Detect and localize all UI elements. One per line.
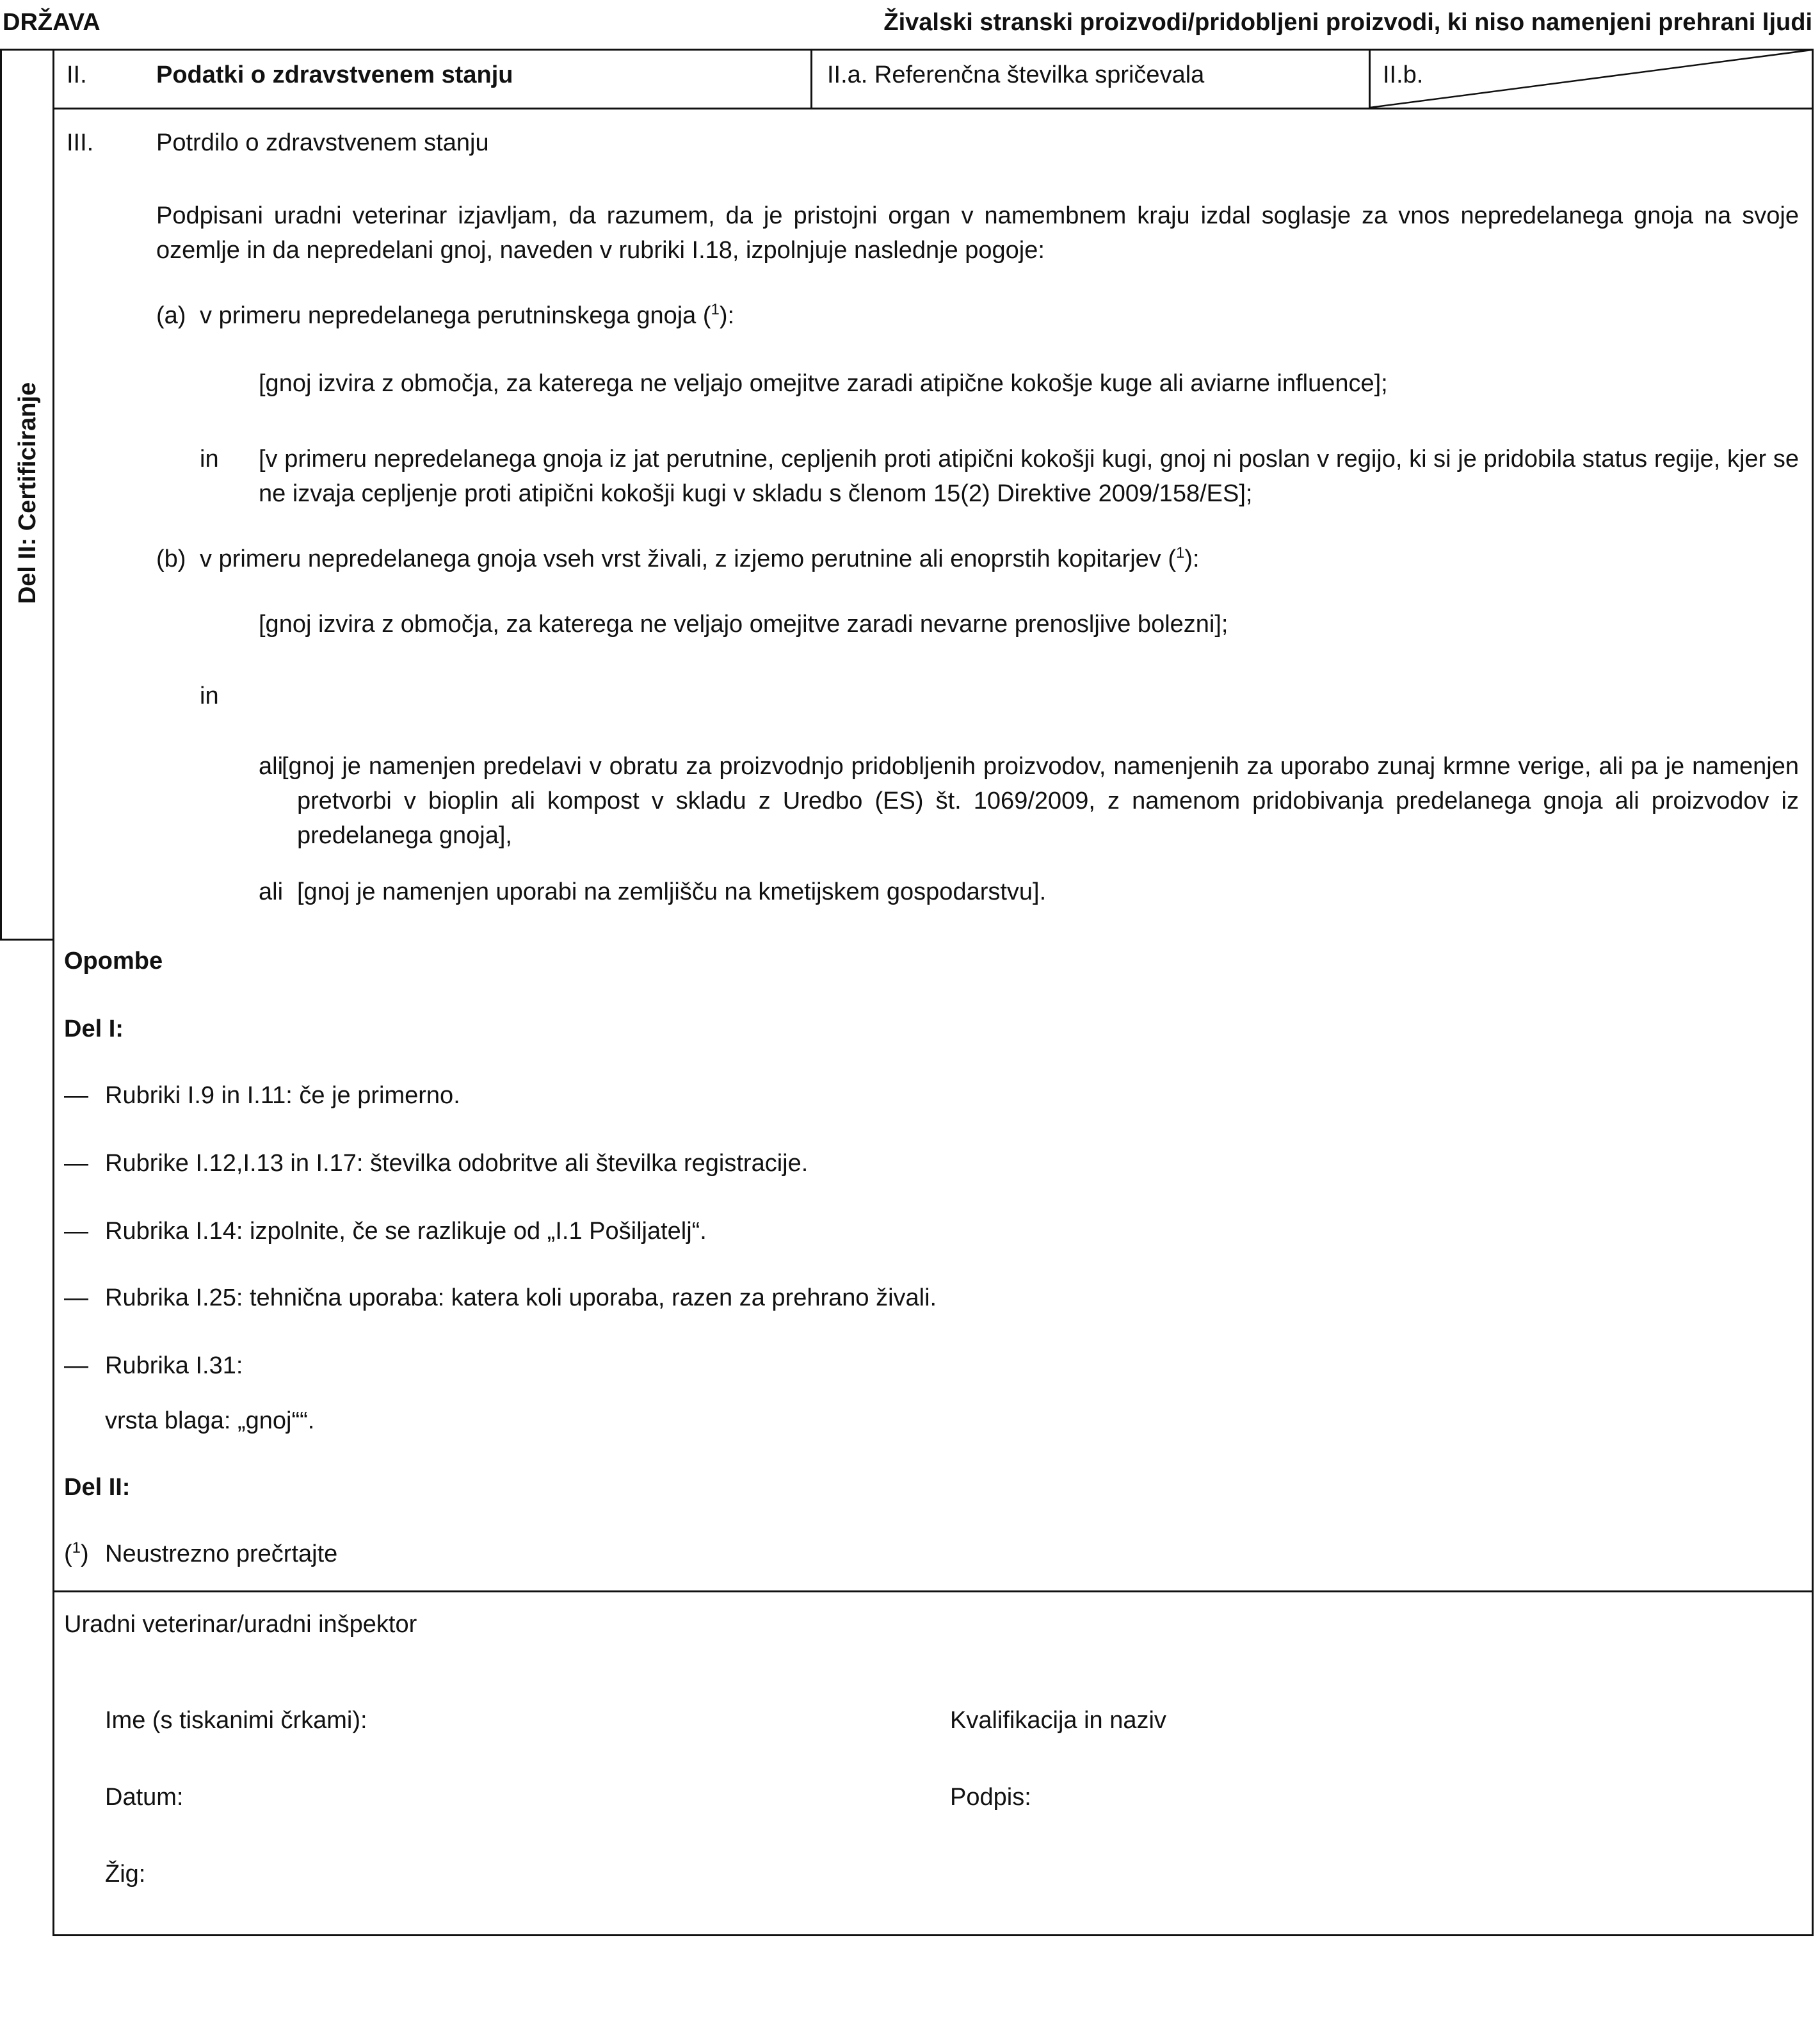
certification-intro-paragraph: Podpisani uradni veterinar izjavljam, da razumem, da je pristojni organ v namembnem kraju izdal soglasje za vnos nepredelanega gnoja na svoje ozemlje in da nepredelani gnoj, naveden v rubriki I.18, izpolnjuje naslednje pogoje: [156,202,1799,264]
condition-a-label: (a) [156,302,186,329]
note-dash: — [64,1284,88,1311]
footnote-text: Neustrezno prečrtajte [105,1541,338,1567]
note-dash: — [64,1082,88,1109]
note-item-5: Rubrika I.31: [105,1352,243,1379]
footnote-ref-b: 1 [1176,544,1185,562]
reference-number-label: II.a. Referenčna številka spričevala [827,61,1205,88]
footnote-close: ) [81,1541,89,1567]
crossed-field-diagonal [1369,49,1814,109]
side-label-certification: Del II: Certificiranje [14,382,41,604]
footnote-number: 1 [72,1539,81,1557]
condition-a1-text: [gnoj izvira z območja, za katerega ne veljajo omejitve zaradi atipične kokošje kuge ali aviarne influence]; [259,370,1388,397]
name-field-label: Ime (s tiskanimi črkami): [105,1707,367,1734]
footnote-ref-a: 1 [711,301,720,318]
notes-part2-title: Del II: [64,1474,131,1501]
section-row-divider-1 [810,49,812,109]
date-field-label: Datum: [105,1784,184,1811]
section-iii-number: III. [67,129,94,156]
qualification-field-label: Kvalifikacija in naziv [950,1707,1166,1734]
section-ii-title: Podatki o zdravstvenem stanju [156,61,513,88]
condition-b-end: ): [1184,546,1200,572]
section-iib-label: II.b. [1383,61,1424,88]
country-label: DRŽAVA [3,9,101,36]
note-item-3: Rubrika I.14: izpolnite, če se razlikuje od „I.1 Pošiljatelj“. [105,1218,707,1245]
frame-left-line [52,49,54,1936]
section-ii-number: II. [67,61,87,88]
notes-bottom-line [52,1590,1814,1592]
section-iii-title: Potrdilo o zdravstvenem stanju [156,129,489,156]
footnote-open: ( [64,1541,72,1567]
note-dash: — [64,1352,88,1379]
condition-b-text: v primeru nepredelanega gnoja vseh vrst živali, z izjemo perutnine ali enoprstih kopitarjev ( [200,546,1176,572]
note-item-5-continuation: vrsta blaga: „gnoj““. [105,1407,315,1434]
condition-b2-text: [gnoj je namenjen predelavi v obratu za proizvodnjo pridobljenih proizvodov, namenjenih za uporabo zunaj krmne verige, ali pa je namenjen pretvorbi v bioplin ali kompost v skladu z Uredbo (ES) št. 1069/2009, z namenom pridobivanja predelanega gnoja ali proizvodov iz predelanega gnoja], [282,753,1799,849]
note-dash: — [64,1218,88,1245]
side-column-bottom-line [0,939,54,941]
note-dash: — [64,1150,88,1177]
note-item-2: Rubrike I.12,I.13 in I.17: številka odobritve ali številka registracije. [105,1150,809,1177]
condition-a-end: ): [719,302,735,329]
document-title: Živalski stranski proizvodi/pridobljeni proizvodi, ki niso namenjeni prehrani ljudi [883,9,1812,36]
notes-title: Opombe [64,948,163,975]
side-column-left-line [0,49,2,940]
conjunction-in-2: in [200,683,219,709]
stamp-field-label: Žig: [105,1861,146,1888]
condition-b3-text: [gnoj je namenjen uporabi na zemljišču na kmetijskem gospodarstvu]. [297,878,1047,905]
note-item-1: Rubriki I.9 in I.11: če je primerno. [105,1082,460,1109]
condition-b-heading [200,542,1200,576]
conjunction-in-1: in [200,446,219,473]
conjunction-ali-2: ali [259,878,284,905]
condition-a2-text: [v primeru nepredelanega gnoja iz jat perutnine, cepljenih proti atipični kokošji kugi, gnoj ni poslan v regijo, ki si je pridobila status regije, kjer se ne izvaja cepljenje proti atipični kokošji kugi v skladu s členom 15(2) Direktive 2009/158/ES]; [259,446,1799,507]
condition-b-label: (b) [156,546,186,572]
note-item-4: Rubrika I.25: tehnična uporaba: katera koli uporaba, razen za prehrano živali. [105,1284,937,1311]
condition-b1-text: [gnoj izvira z območja, za katerega ne veljajo omejitve zaradi nevarne prenosljive bolezni]; [259,611,1228,638]
signature-block-title: Uradni veterinar/uradni inšpektor [64,1611,417,1638]
frame-right-line [1812,49,1814,1936]
conjunction-ali-1: ali [259,753,284,780]
notes-part1-title: Del I: [64,1015,124,1042]
condition-a-heading [200,298,734,333]
condition-a-text: v primeru nepredelanega perutninskega gnoja ( [200,302,711,329]
footnote-marker [64,1537,89,1571]
frame-bottom-line [52,1934,1814,1936]
signature-field-label: Podpis: [950,1784,1031,1811]
